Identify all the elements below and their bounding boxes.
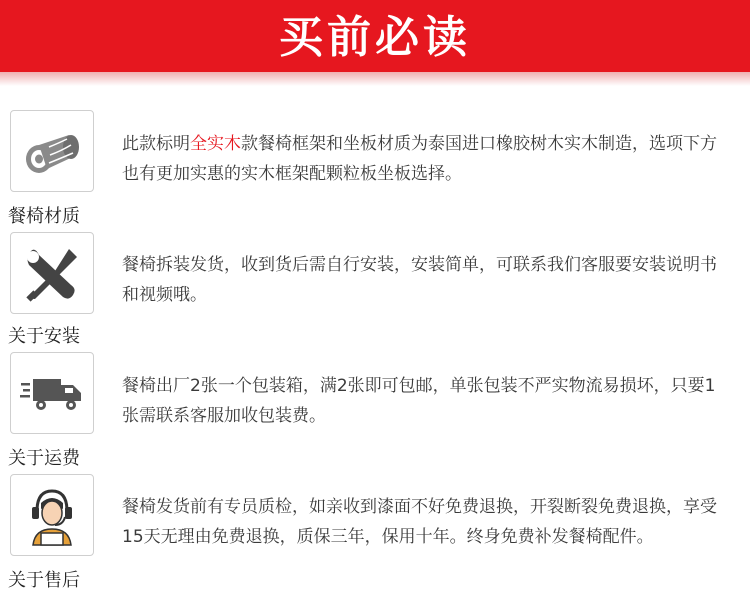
banner-shadow — [0, 72, 750, 86]
shipping-description: 餐椅出厂2张一个包装箱，满2张即可包邮，单张包装不严实物流易损坏，只要1张需联系客服加收包装费。 — [122, 376, 716, 426]
shipping-icon-box — [10, 352, 94, 434]
header-banner — [0, 0, 750, 90]
installation-description: 餐椅拆装发货，收到货后需自行安装，安装简单，可联系我们客服要安装说明书和视频哦。 — [122, 255, 717, 305]
installation-caption: 关于安装 — [8, 326, 80, 347]
material-text-after: 款餐椅框架和坐板材质为泰国进口橡胶树木实木制造，选项下方也有更加实惠的实木框架配颗粒板坐板选择。 — [122, 134, 717, 184]
section-after-sales — [0, 474, 750, 594]
after-sales-icon-box — [10, 474, 94, 556]
material-description — [122, 129, 732, 189]
material-caption: 餐椅材质 — [8, 206, 80, 227]
customer-service-icon — [19, 483, 85, 547]
wood-logs-icon — [19, 119, 85, 183]
installation-icon-box — [10, 232, 94, 314]
section-shipping — [0, 352, 750, 472]
delivery-truck-icon — [19, 361, 85, 425]
material-icon-box — [10, 110, 94, 192]
shipping-caption: 关于运费 — [8, 448, 80, 469]
page-title: 买前必读 — [279, 12, 471, 63]
section-installation — [0, 230, 750, 350]
material-highlight: 全实木 — [190, 134, 241, 154]
after-sales-description: 餐椅发货前有专员质检，如亲收到漆面不好免费退换，开裂断裂免费退换，享受15天无理由免费退换，质保三年，保用十年。终身免费补发餐椅配件。 — [122, 497, 717, 547]
wrench-screwdriver-icon — [19, 241, 85, 305]
material-text-before: 此款标明 — [122, 134, 190, 154]
section-material — [0, 108, 750, 228]
after-sales-caption: 关于售后 — [8, 570, 80, 591]
